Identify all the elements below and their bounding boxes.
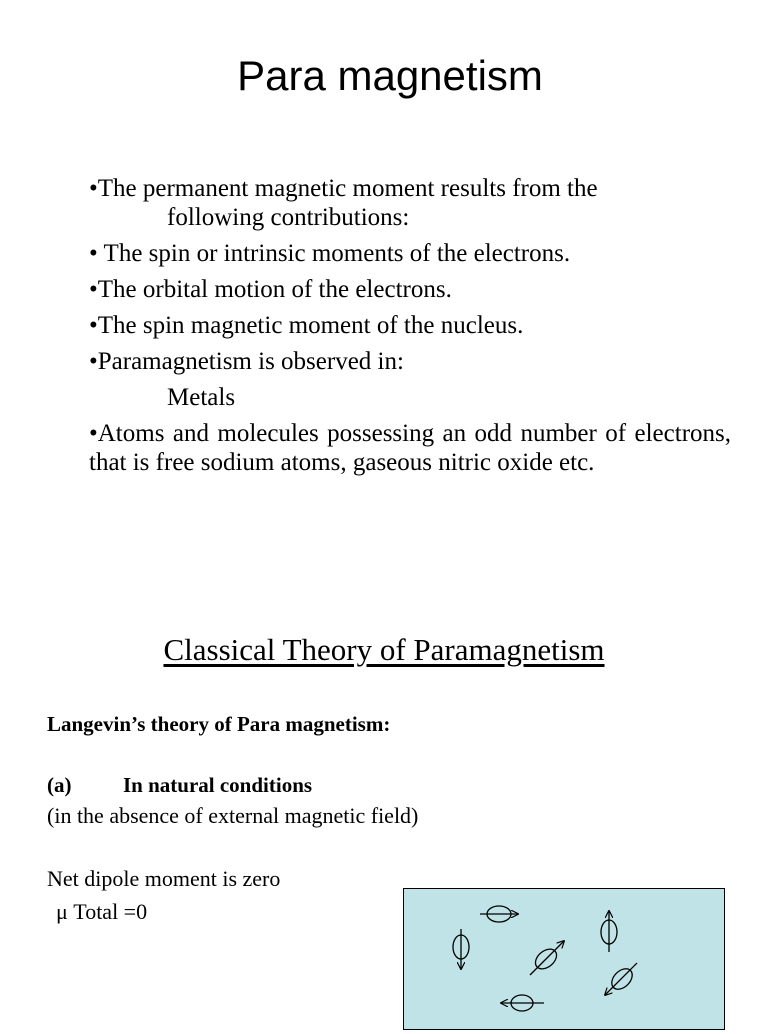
bullet-item: •The spin magnetic moment of the nucleus. <box>89 312 524 339</box>
mu-total-text: μ Total =0 <box>56 899 148 924</box>
dipole-diagram <box>403 888 725 1030</box>
bullet-item: •Paramagnetism is observed in: <box>89 348 404 375</box>
dipole-arrow-left <box>501 995 544 1011</box>
slide-title: Para magnetism <box>237 52 543 99</box>
sub-item: Metals <box>167 384 236 411</box>
dipole-arrow-up-right <box>530 941 564 975</box>
langevin-heading: Langevin’s theory of Para magnetism: <box>47 712 391 736</box>
bullet-item <box>89 174 731 232</box>
dipole-diagram-svg <box>404 889 724 1029</box>
condition-label: (a) <box>47 773 72 797</box>
dipole-arrow-down <box>453 929 469 969</box>
dipole-arrow-right <box>480 906 518 922</box>
condition-text: In natural conditions <box>123 773 313 797</box>
bullet-item: •Atoms and molecules possessing an odd number of electrons, that is free sodium atoms, gaseous nitric oxide etc. <box>89 420 731 476</box>
bullet-text: •The permanent magnetic moment results from the <box>89 175 598 202</box>
bullet-list <box>89 174 731 484</box>
net-dipole-text: Net dipole moment is zero <box>47 866 281 891</box>
bullet-text-continued: following contributions: <box>167 204 410 231</box>
dipole-arrow-down-left <box>605 963 637 995</box>
bullet-item: •The orbital motion of the electrons. <box>89 276 452 303</box>
bullet-item: • The spin or intrinsic moments of the electrons. <box>89 240 571 267</box>
section-title: Classical Theory of Paramagnetism <box>163 632 605 667</box>
absence-note: (in the absence of external magnetic field) <box>47 803 419 828</box>
dipole-arrow-up <box>601 911 617 952</box>
condition-heading <box>47 773 312 798</box>
